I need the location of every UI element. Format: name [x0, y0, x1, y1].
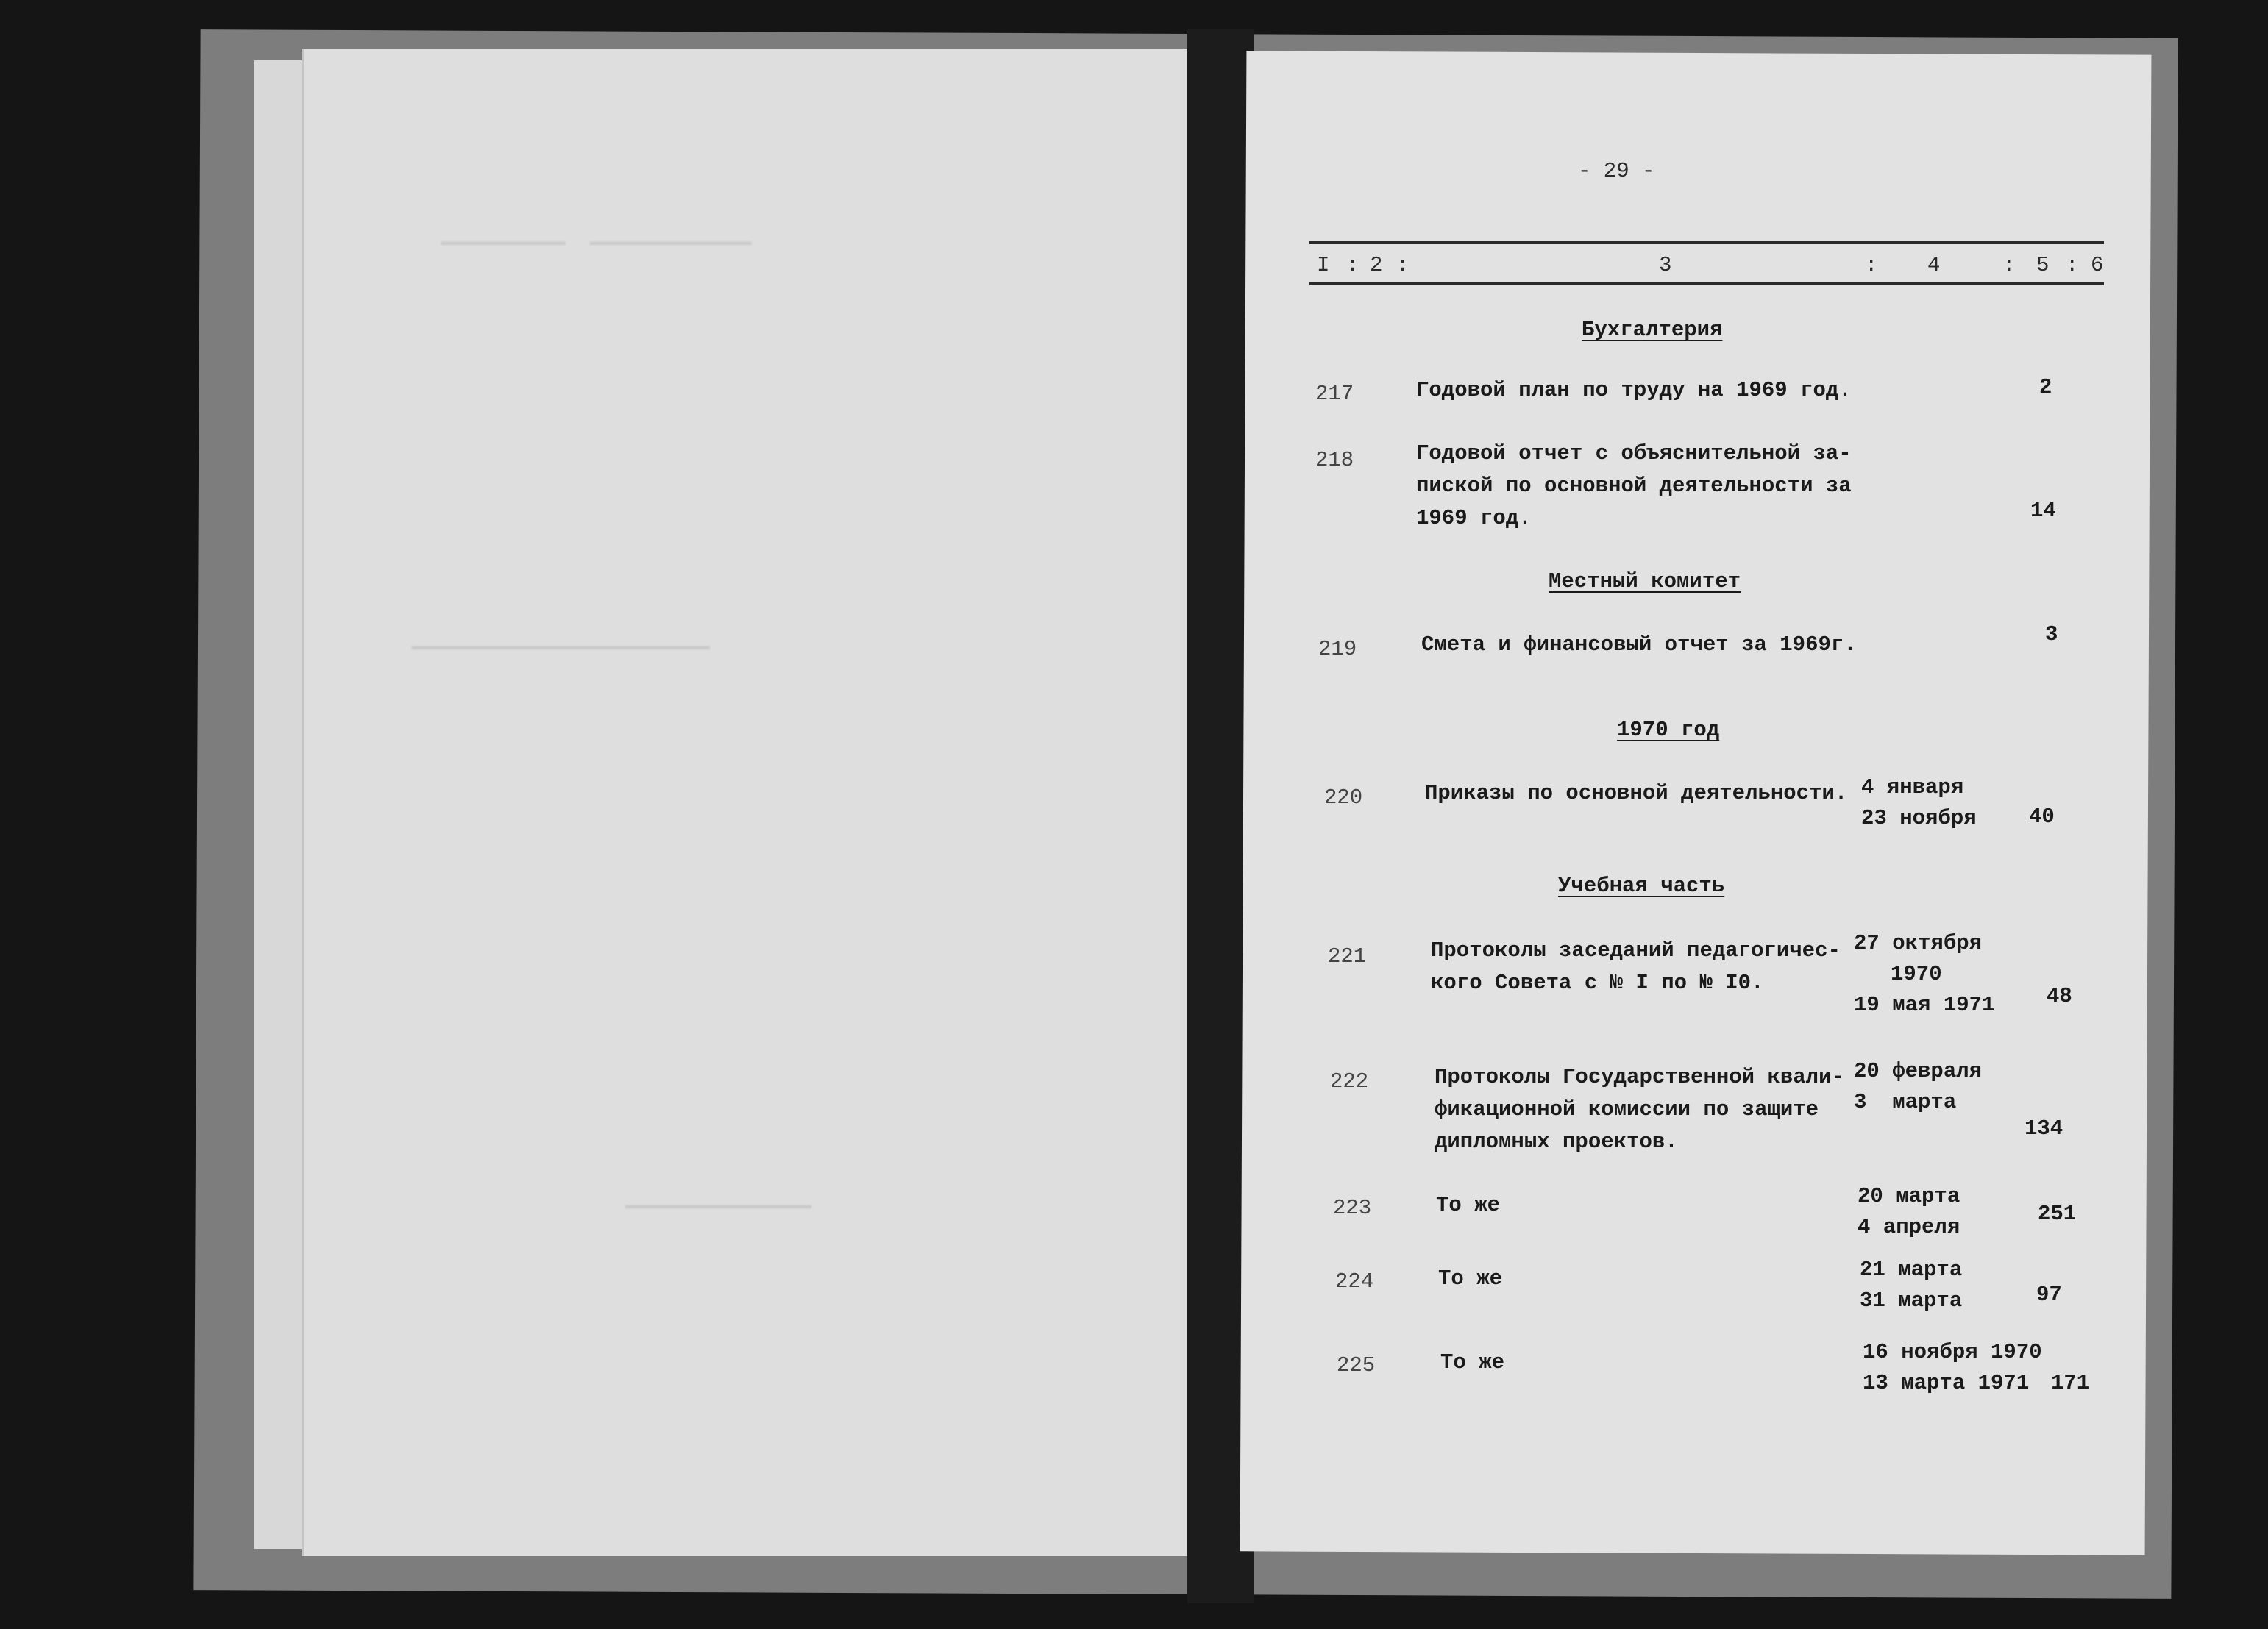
entry-date-start: 21 марта	[1860, 1258, 1963, 1282]
entry-number: 224	[1335, 1269, 1374, 1294]
page-number: - 29 -	[1578, 159, 1655, 183]
column-header-3: 3	[1659, 253, 1672, 277]
entry-title: фикационной комиссии по защите	[1435, 1097, 1819, 1122]
section-heading-accounting: Бухгалтерия	[1582, 318, 1723, 342]
entry-sheets: 134	[2025, 1116, 2063, 1141]
entry-title: То же	[1440, 1350, 1505, 1375]
entry-title: кого Совета с № I по № I0.	[1431, 971, 1764, 995]
entry-number: 221	[1328, 944, 1367, 969]
entry-title: То же	[1436, 1193, 1501, 1217]
entry-sheets: 251	[2038, 1202, 2077, 1226]
section-heading-local-committee: Местный комитет	[1549, 569, 1741, 594]
column-separator: :	[1865, 253, 1878, 277]
column-header-2: 2	[1370, 253, 1383, 277]
entry-date-start: 20 февраля	[1854, 1059, 1983, 1083]
entry-sheets: 48	[2047, 984, 2072, 1008]
bleed-through-text: ▁▁▁▁▁▁▁▁▁▁▁▁▁▁▁▁▁▁▁▁▁▁▁▁	[412, 628, 710, 651]
bleed-through-text: ▁▁▁▁▁▁▁▁▁▁ ▁▁▁▁▁▁▁▁▁▁▁▁▁	[441, 224, 752, 246]
entry-date-end: 19 мая 1971	[1854, 993, 1995, 1017]
entry-number: 219	[1318, 637, 1357, 661]
entry-title: пиской по основной деятельности за	[1416, 474, 1852, 498]
entry-date-end: 31 марта	[1860, 1288, 1963, 1313]
entry-sheets: 2	[2039, 375, 2052, 399]
column-separator: :	[1396, 253, 1409, 277]
entry-number: 222	[1330, 1069, 1369, 1094]
entry-date-start: 16 ноября 1970	[1863, 1340, 2042, 1364]
entry-date-end: 13 марта 1971	[1863, 1371, 2030, 1395]
column-separator: :	[2002, 253, 2016, 277]
entry-date-start: 4 января	[1861, 775, 1964, 799]
entry-number: 225	[1337, 1353, 1376, 1377]
entry-date-end: 4 апреля	[1858, 1215, 1960, 1239]
entry-title: Протоколы заседаний педагогичес-	[1431, 938, 1841, 963]
entry-title: Годовой отчет с объяснительной за-	[1416, 441, 1852, 466]
entry-date-start-year: 1970	[1891, 962, 1942, 986]
header-rule-top	[1309, 241, 2104, 244]
entry-title: Годовой план по труду на 1969 год.	[1416, 378, 1852, 402]
left-page-blank	[302, 49, 1216, 1556]
section-heading-1970: 1970 год	[1617, 718, 1720, 742]
entry-title: дипломных проектов.	[1435, 1130, 1678, 1154]
entry-title: 1969 год.	[1416, 506, 1532, 530]
entry-sheets: 40	[2029, 805, 2055, 829]
entry-number: 218	[1315, 448, 1354, 472]
column-header-6: 6	[2091, 253, 2104, 277]
bleed-through-text: ▁▁▁▁▁▁▁▁▁▁▁▁▁▁▁	[625, 1187, 811, 1210]
entry-title: То же	[1438, 1266, 1503, 1291]
entry-sheets: 14	[2030, 499, 2056, 523]
column-header-1: I	[1317, 253, 1330, 277]
entry-date-start: 20 марта	[1858, 1184, 1960, 1208]
entry-sheets: 3	[2045, 622, 2058, 646]
entry-title: Протоколы Государственной квали-	[1435, 1065, 1844, 1089]
section-heading-academic: Учебная часть	[1558, 874, 1725, 898]
entry-date-start: 27 октября	[1854, 931, 1983, 955]
entry-sheets: 171	[2051, 1371, 2090, 1395]
column-separator: :	[2066, 253, 2079, 277]
entry-date-end: 23 ноября	[1861, 806, 1977, 830]
entry-number: 220	[1324, 785, 1363, 810]
header-rule-bottom	[1309, 282, 2104, 285]
entry-sheets: 97	[2036, 1283, 2062, 1307]
column-header-5: 5	[2036, 253, 2050, 277]
entry-date-end: 3 марта	[1854, 1090, 1957, 1114]
entry-number: 223	[1333, 1196, 1372, 1220]
entry-title: Смета и финансовый отчет за 1969г.	[1421, 632, 1857, 657]
entry-number: 217	[1315, 382, 1354, 406]
column-separator: :	[1346, 253, 1359, 277]
entry-title: Приказы по основной деятельности.	[1425, 781, 1848, 805]
column-header-4: 4	[1927, 253, 1941, 277]
